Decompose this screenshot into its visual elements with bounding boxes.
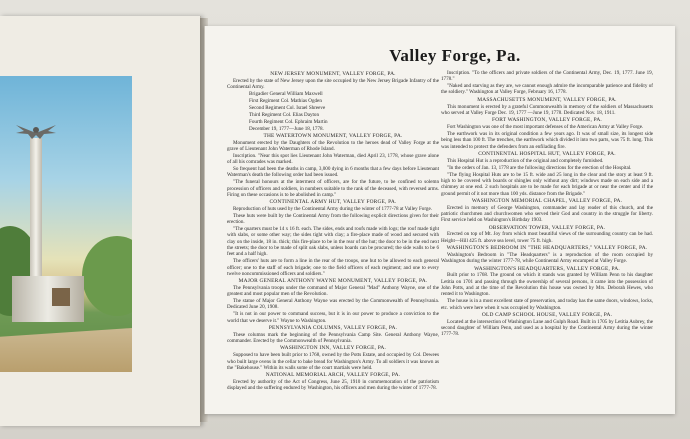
eagle-statue (14, 121, 58, 141)
list-item: Third Regiment Col. Elias Dayton (249, 111, 320, 118)
right-page (204, 26, 675, 414)
page-title: Valley Forge, Pa. (389, 46, 521, 65)
section-heading: OLD CAMP SCHOOL HOUSE, VALLEY FORGE, PA. (481, 311, 613, 318)
section-heading: MASSACHUSETTS MONUMENT, VALLEY FORGE, PA. (477, 96, 617, 103)
section-paragraph: This monument is erected by a grateful Commonwealth in memory of the soldiers of Massachusetts who served at Valley Forge Dec. 19, 1777 —June 19, 1778. Dedicated Nov. 18, 1911. (441, 103, 653, 116)
section-paragraph: Inscription. "Near this spot lies Lieutenant John Waterman, died April 23, 1778, whose grave alone of all his comrades was marked. (227, 152, 439, 166)
section-heading: NATIONAL MEMORIAL ARCH, VALLEY FORGE, PA. (265, 372, 401, 379)
section-paragraph: The Pennsylvania troops under the command of Major General "Mad" Anthony Wayne, one of the greatest and most popular men of the Revolution. (227, 285, 439, 298)
section-heading: WASHINGTON INN, VALLEY FORGE, PA. (279, 345, 387, 352)
section-heading: NEW JERSEY MONUMENT, VALLEY FORGE, PA. (270, 71, 396, 77)
monument-base (12, 276, 84, 322)
list-item: Fourth Regiment Col. Ephraim Martin (249, 118, 328, 125)
left-page (0, 16, 201, 426)
section-paragraph: Erected in memory of George Washington, commander and lay reader of this church, and the patriotic churchmen and churchwomen who served their God and country in the struggle for liberty. First service held on Washington's Birthday 1903. (441, 204, 653, 224)
section-paragraph: This Hospital Hut is a reproduction of the original and completely furnished. (447, 157, 604, 164)
section-paragraph: Located at the intersection of Washington Lane and Gulph Road. Built in 1705 by Letitia Aubrey, the second daughter of William Penn, and used as a hospital by the Continental Army during the winter 1777-78. (441, 318, 653, 338)
section-paragraph: So frequent had been the deaths in camp, 3,000 dying in 6 months that a few days before Lieutenant Waterman's death the following order had been issued. (227, 166, 439, 179)
text-column-left (227, 70, 439, 392)
section-paragraph: Erected on top of Mt. Joy from which most beautiful views of the surrounding country can be had. Height—Hill 425 ft. above sea level, tower 75 ft. high. (441, 231, 653, 244)
section-paragraph: These huts were built by the Continental Army from the following explicit directions given for their erection. (227, 212, 439, 226)
section-heading: MAJOR GENERAL ANTHONY WAYNE MONUMENT, VALLEY FORGE, PA. (238, 278, 428, 285)
monument-column (30, 138, 42, 278)
monument-plaque (52, 288, 70, 306)
section-paragraph: Washington's Bedroom in "The Headquarters" is a reproduction of the room occupied by Washington during the winter 1777-78, while Continental Army encamped at Valley Forge. (441, 251, 653, 265)
section-paragraph: "Naked and starving as they are, we cannot enough admire the incomparable patience and fidelity of the soldiery." Washington at Valley Forge, February 16, 1778. (441, 83, 653, 96)
section-heading: THE WATERTOWN MONUMENT, VALLEY FORGE, PA. (263, 132, 403, 139)
section-paragraph: Reproduction of huts used by the Continental Army during the winter of 1777-78 at Valley Forge. (233, 206, 433, 213)
section-paragraph: The earthwork was in its original condition a few years ago. It was of small size, its longest side being less than 100 ft. The trenches, the earthwork which divided it into two parts, was 75 ft. long. This was intended to protect the defenders from an enfilading fire. (441, 131, 653, 150)
section-heading: WASHINGTON MEMORIAL CHAPEL, VALLEY FORGE, PA. (471, 197, 623, 204)
section-paragraph: Supposed to have been built prior to 1768, owned by the Potts Estate, and occupied by Col. Dewees who built large ovens in the cellar to bake bread for Washington's Army. To all soldiers it was known as the "Bakehouse." Within its walls some of the court martials were held. (227, 352, 439, 371)
section-heading: CONTINENTAL ARMY HUT, VALLEY FORGE, PA. (269, 199, 397, 206)
section-paragraph: Fort Washington was one of the most important defenses of the American Army at Valley Forge. (447, 124, 644, 131)
section-paragraph: These columns mark the beginning of the Pennsylvania Camp Site. General Anthony Wayne, commander. Erected by the Commonwealth of Pennsylvania. (227, 331, 439, 345)
section-heading: FORT WASHINGTON, VALLEY FORGE, PA. (492, 117, 602, 124)
section-paragraph: "In the orders of Jan. 13, 1778 are the following directions for the erection of the Hospital. (447, 164, 632, 171)
section-paragraph: The statue of Major General Anthony Wayne was erected by the Commonwealth of Pennsylvania. Dedicated June 20, 1908. (227, 298, 439, 311)
section-heading: CONTINENTAL HOSPITAL HUT, VALLEY FORGE, PA. (478, 150, 616, 157)
section-heading: WASHINGTON'S BEDROOM IN "THE HEADQUARTERS," VALLEY FORGE, PA. (446, 245, 648, 252)
section-paragraph: "It is not in our power to command success, but it is in our power to produce a conviction to the world that we deserve it." Wayne to Washington. (227, 311, 439, 324)
section-heading: PENNSYLVANIA COLUMNS, VALLEY FORGE, PA. (268, 324, 398, 331)
section-heading: OBSERVATION TOWER, VALLEY FORGE, PA. (488, 224, 606, 231)
section-paragraph: Erected by the state of New Jersey upon the site occupied by the New Jersey Brigade Infantry of the Continental Army. (227, 77, 439, 91)
section-paragraph: Inscription. "To the officers and private soldiers of the Continental Army, Dec. 19, 1777. June 19, 1778." (441, 70, 653, 83)
section-paragraph: The officers' huts are to form a line in the rear of the troops, one hut to be allowed to each general officer; one to the staff of each brigade; one to the field officers of each regiment; and one to every twelve noncommissioned officers and soldiers." (227, 258, 439, 277)
monument-postcard-image (0, 76, 132, 372)
section-paragraph: Monument erected by the Daughters of the Revolution to the heroes dead of Valley Forge at the grave of Lieutenant John Waterman of Rhode Island. (227, 139, 439, 153)
text-column-right (441, 70, 653, 338)
gravel-path (0, 328, 132, 372)
section-paragraph: Built prior to 1768. The ground on which it stands was granted by William Penn to his daughter Letitia on 1701 and passing through the ownership of several persons, it came into the possession of John Potts, and at the time of the Revolution this house was owned by Mrs. Deborah Hewes, who rented it to Washington. (441, 272, 653, 298)
list-item: December 19, 1777—June 18, 1778. (249, 125, 324, 132)
list-item: Brigadier General William Maxwell (249, 91, 323, 98)
list-item: Second Regiment Col. Israel Shreeve (249, 104, 326, 111)
section-paragraph: "The funeral honours at the interment of officers, are for the future, to be confined to solemn procession of officers and soldiers, in numbers suitable to the rank of the deceased, with reversed arms. Firing on these occasions is to be abolished in camp." (227, 179, 439, 198)
tree-shape (82, 236, 132, 316)
section-paragraph: "The flying Hospital Huts are to be 15 ft. wide and 25 long in the clear and the story at least 9 ft. high to be covered with boards or shingles only without any dirt; windows made on each side and a chimney at one end. 2 such hospitals are to be made for each brigade at or near the center and if the ground permit of it not more than 100 yds. distance from the Brigade." (441, 171, 653, 197)
list-item: First Regiment Col. Mathias Ogden (249, 97, 322, 104)
section-paragraph: The house is in a most excellent state of preservation, and today has the same doors, windows, locks, etc. which were here when it was occupied by Washington. (441, 298, 653, 311)
section-heading: WASHINGTON'S HEADQUARTERS, VALLEY FORGE, PA. (474, 265, 620, 272)
section-paragraph: Erected by authority of the Act of Congress, June 25, 1910 in commemoration of the patriotism displayed and the suffering endured by Washington, his officers and men during the winter of 1777-78. (227, 379, 439, 392)
section-paragraph: "The quarters must be 14 x 16 ft. each. The sides, ends and roofs made with logs; the roof made tight with slabs, or some other way; the sides tight with clay; a fire-place made of wood and secured with clay on the inside, 18 in. thick; this fire-place to be in the rear of the hut; the door to be in the end next the streets; the door to be made of split oak slabs, unless boards can be procured; the side walls to be 6 feet and a half high. (227, 226, 439, 258)
